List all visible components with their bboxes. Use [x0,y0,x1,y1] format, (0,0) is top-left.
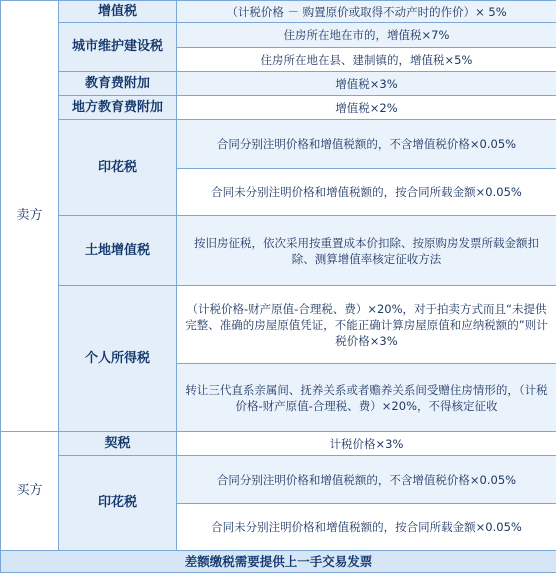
tax-name-personal-income: 个人所得税 [59,286,177,432]
tax-formula: 计税价格×3% [177,432,556,456]
seller-label: 卖方 [1,1,59,432]
tax-name-urban-construction: 城市维护建设税 [59,23,177,72]
tax-formula: 合同未分别注明价格和增值税额的，按合同所载金额×0.05% [177,504,556,551]
tax-name-vat: 增值税 [59,1,177,23]
tax-formula: （计税价格 － 购置原价或取得不动产时的作价）× 5% [177,1,556,23]
tax-formula: 合同未分别注明价格和增值税额的，按合同所载金额×0.05% [177,169,556,216]
tax-name-stamp-duty: 印花税 [59,456,177,551]
tax-formula: 按旧房征税，依次采用按重置成本价扣除、按原购房发票所载金额扣除、测算增值率核定征收方法 [177,216,556,286]
buyer-label: 买方 [1,432,59,551]
tax-formula: 住房所在地在县、建制镇的，增值税×5% [177,48,556,72]
tax-formula: 转让三代直系亲属间、抚养关系或者赡养关系间受赠住房情形的，（计税价格-财产原值-合理税、费）×20%，不得核定征收 [177,364,556,432]
tax-formula: 增值税×3% [177,72,556,96]
tax-formula: 合同分别注明价格和增值税额的，不含增值税价格×0.05% [177,456,556,504]
tax-formula: 住房所在地在市的，增值税×7% [177,23,556,48]
tax-name-land-appreciation: 土地增值税 [59,216,177,286]
tax-name-stamp-duty: 印花税 [59,120,177,216]
tax-name-education-surcharge: 教育费附加 [59,72,177,96]
footer-note: 差额缴税需要提供上一手交易发票 [1,551,556,573]
tax-name-local-education-surcharge: 地方教育费附加 [59,96,177,120]
tax-formula: 合同分别注明价格和增值税额的，不含增值税价格×0.05% [177,120,556,169]
tax-formula: 增值税×2% [177,96,556,120]
tax-name-deed-tax: 契税 [59,432,177,456]
tax-formula: （计税价格-财产原值-合理税、费）×20%，对于拍卖方式而且“未提供完整、准确的房屋原值凭证，不能正确计算房屋原值和应纳税额的”则计税价格×3% [177,286,556,364]
